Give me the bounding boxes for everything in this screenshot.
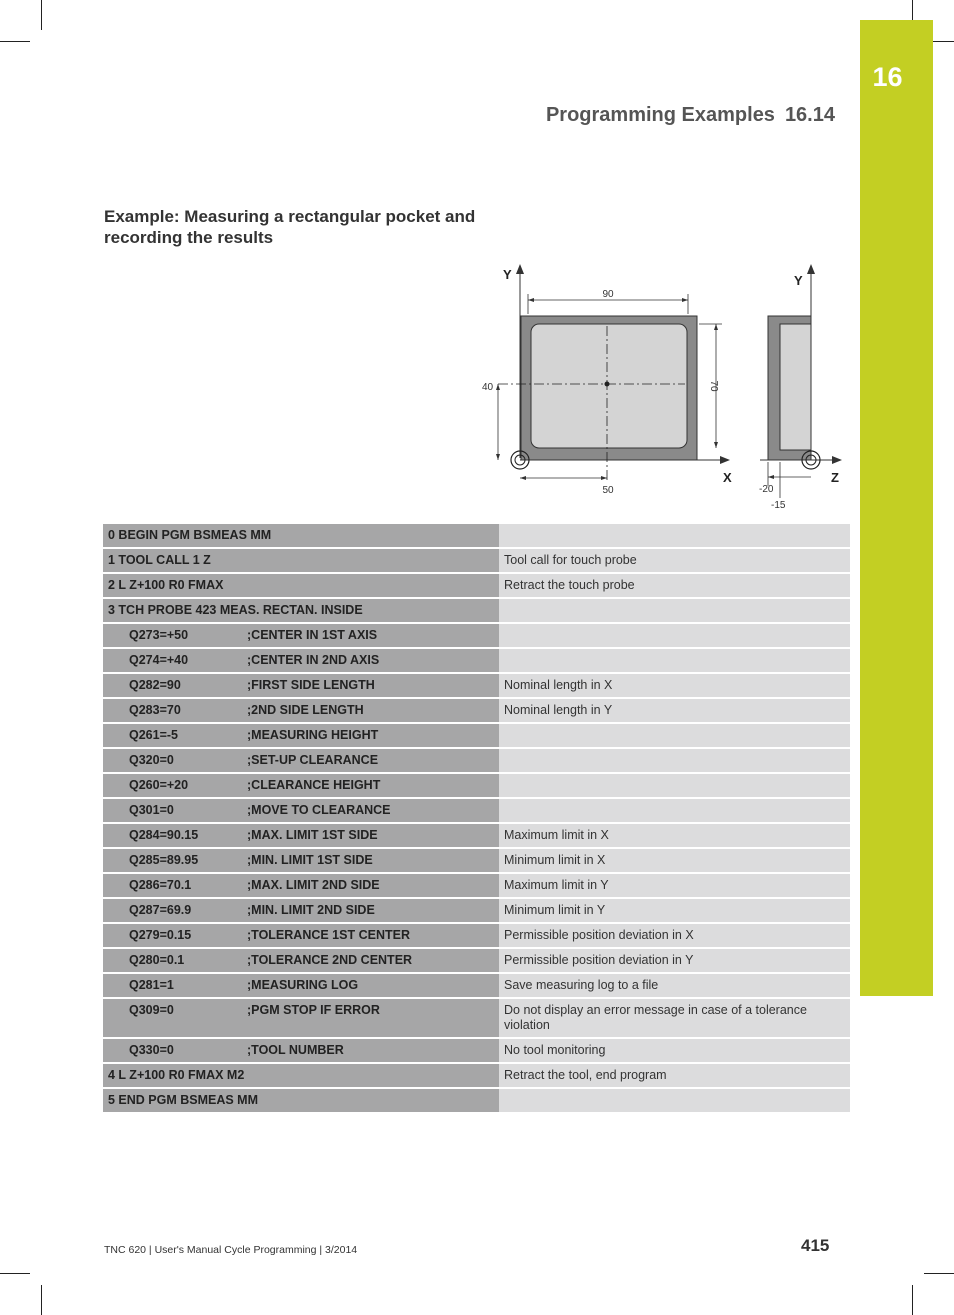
program-row	[103, 999, 850, 1037]
dim-label-y-center: 40	[482, 382, 494, 393]
program-code: 4 L Z+100 R0 FMAX M2	[103, 1064, 499, 1087]
param-description: ;2ND SIDE LENGTH	[247, 703, 364, 717]
program-comment: Maximum limit in Y	[499, 874, 850, 897]
program-row	[103, 724, 850, 747]
program-comment: Nominal length in Y	[499, 699, 850, 722]
running-head	[546, 104, 835, 127]
program-comment: Save measuring log to a file	[499, 974, 850, 997]
program-comment	[499, 599, 850, 622]
param-description: ;TOLERANCE 1ST CENTER	[247, 928, 410, 942]
axis-label-y-right: Y	[794, 273, 803, 288]
program-code: 1 TOOL CALL 1 Z	[103, 549, 499, 572]
program-param-cell	[103, 774, 499, 797]
program-row	[103, 649, 850, 672]
page-number: 415	[801, 1236, 830, 1255]
param-description: ;MEASURING LOG	[247, 978, 359, 992]
program-row	[103, 924, 850, 947]
center-point	[605, 382, 610, 387]
param-name: Q280=0.1	[129, 953, 185, 967]
program-row	[103, 1089, 850, 1112]
crop-mark	[924, 1273, 954, 1274]
param-name: Q285=89.95	[129, 853, 199, 867]
program-row	[103, 799, 850, 822]
param-description: ;MIN. LIMIT 1ST SIDE	[247, 853, 373, 867]
program-code: 2 L Z+100 R0 FMAX	[103, 574, 499, 597]
program-row	[103, 849, 850, 872]
program-code: 0 BEGIN PGM BSMEAS MM	[103, 524, 499, 547]
program-row	[103, 874, 850, 897]
program-param-cell	[103, 924, 499, 947]
dim-label-x-center: 50	[602, 485, 614, 496]
program-row	[103, 949, 850, 972]
param-description: ;MAX. LIMIT 2ND SIDE	[247, 878, 380, 892]
param-name: Q273=+50	[129, 628, 189, 642]
param-name: Q284=90.15	[129, 828, 199, 842]
program-param-cell	[103, 724, 499, 747]
axis-label-z: Z	[831, 470, 839, 485]
program-comment: Minimum limit in Y	[499, 899, 850, 922]
program-comment: Retract the tool, end program	[499, 1064, 850, 1087]
program-row	[103, 599, 850, 622]
program-param-cell	[103, 749, 499, 772]
program-comment: Maximum limit in X	[499, 824, 850, 847]
axis-label-y-left: Y	[503, 267, 512, 282]
program-comment	[499, 649, 850, 672]
program-row	[103, 524, 850, 547]
param-name: Q309=0	[129, 1003, 174, 1017]
program-param-cell	[103, 899, 499, 922]
program-param-cell	[103, 874, 499, 897]
program-comment: Nominal length in X	[499, 674, 850, 697]
param-name: Q261=-5	[129, 728, 178, 742]
program-row	[103, 899, 850, 922]
param-name: Q286=70.1	[129, 878, 192, 892]
param-description: ;CENTER IN 2ND AXIS	[247, 653, 380, 667]
program-param-cell	[103, 949, 499, 972]
program-comment	[499, 524, 850, 547]
param-name: Q282=90	[129, 678, 181, 692]
param-name: Q260=+20	[129, 778, 189, 792]
param-description: ;MEASURING HEIGHT	[247, 728, 379, 742]
program-comment	[499, 1089, 850, 1112]
program-param-cell	[103, 1039, 499, 1062]
chapter-tab	[860, 20, 933, 996]
program-comment	[499, 624, 850, 647]
program-code: 5 END PGM BSMEAS MM	[103, 1089, 499, 1112]
param-description: ;CENTER IN 1ST AXIS	[247, 628, 378, 642]
axis-label-x: X	[723, 470, 732, 485]
program-param-cell	[103, 674, 499, 697]
param-name: Q281=1	[129, 978, 174, 992]
pocket-diagram	[470, 258, 850, 516]
program-comment: Tool call for touch probe	[499, 549, 850, 572]
program-row	[103, 1064, 850, 1087]
crop-mark	[912, 1285, 913, 1315]
program-comment: Permissible position deviation in X	[499, 924, 850, 947]
program-param-cell	[103, 974, 499, 997]
param-name: Q330=0	[129, 1043, 174, 1057]
program-table	[103, 522, 850, 1114]
param-name: Q320=0	[129, 753, 174, 767]
dim-label-height: 70	[708, 380, 719, 392]
running-head-title: Programming Examples	[545, 104, 775, 126]
program-param-cell	[103, 624, 499, 647]
param-description: ;MOVE TO CLEARANCE	[247, 803, 391, 817]
program-row	[103, 824, 850, 847]
x-arrow	[720, 456, 730, 464]
param-name: Q279=0.15	[129, 928, 192, 942]
crop-mark	[41, 0, 42, 30]
dim-label-depth: -20	[759, 484, 774, 495]
program-row	[103, 699, 850, 722]
program-code: 3 TCH PROBE 423 MEAS. RECTAN. INSIDE	[103, 599, 499, 622]
param-description: ;TOLERANCE 2ND CENTER	[247, 953, 413, 967]
pocket	[531, 324, 687, 448]
program-comment: Retract the touch probe	[499, 574, 850, 597]
program-param-cell	[103, 699, 499, 722]
chapter-number: 16	[872, 62, 903, 92]
program-row	[103, 624, 850, 647]
param-name: Q287=69.9	[129, 903, 192, 917]
program-row	[103, 674, 850, 697]
program-row	[103, 574, 850, 597]
program-comment	[499, 799, 850, 822]
program-param-cell	[103, 649, 499, 672]
y-arrow-right	[807, 264, 815, 274]
param-description: ;MAX. LIMIT 1ST SIDE	[247, 828, 378, 842]
dim-label-measure: -15	[771, 500, 786, 511]
footer-text: TNC 620 | User's Manual Cycle Programming | 3/2014	[104, 1244, 358, 1256]
program-param-cell	[103, 799, 499, 822]
z-arrow	[832, 456, 842, 464]
param-name: Q301=0	[129, 803, 174, 817]
crop-mark	[0, 1273, 30, 1274]
program-row	[103, 1039, 850, 1062]
program-comment: Do not display an error message in case of a tolerance violation	[499, 999, 850, 1037]
param-description: ;MIN. LIMIT 2ND SIDE	[247, 903, 375, 917]
program-comment: Permissible position deviation in Y	[499, 949, 850, 972]
crop-mark	[41, 1285, 42, 1315]
program-param-cell	[103, 824, 499, 847]
param-description: ;TOOL NUMBER	[247, 1043, 344, 1057]
param-description: ;CLEARANCE HEIGHT	[247, 778, 381, 792]
running-head-section: 16.14	[784, 104, 835, 126]
program-row	[103, 774, 850, 797]
crop-mark	[0, 41, 30, 42]
program-param-cell	[103, 849, 499, 872]
program-comment: Minimum limit in X	[499, 849, 850, 872]
program-comment	[499, 724, 850, 747]
program-comment	[499, 774, 850, 797]
param-name: Q274=+40	[129, 653, 189, 667]
param-description: ;FIRST SIDE LENGTH	[247, 678, 375, 692]
pocket-side	[780, 324, 811, 450]
example-title: Example: Measuring a rectangular pocket and recording the results	[104, 207, 476, 247]
program-comment	[499, 749, 850, 772]
program-comment: No tool monitoring	[499, 1039, 850, 1062]
program-row	[103, 749, 850, 772]
param-description: ;PGM STOP IF ERROR	[247, 1003, 380, 1017]
param-name: Q283=70	[129, 703, 181, 717]
program-param-cell	[103, 999, 499, 1037]
dim-label-width: 90	[602, 289, 614, 300]
program-row	[103, 549, 850, 572]
param-description: ;SET-UP CLEARANCE	[247, 753, 379, 767]
program-row	[103, 974, 850, 997]
y-arrow-left	[516, 264, 524, 274]
